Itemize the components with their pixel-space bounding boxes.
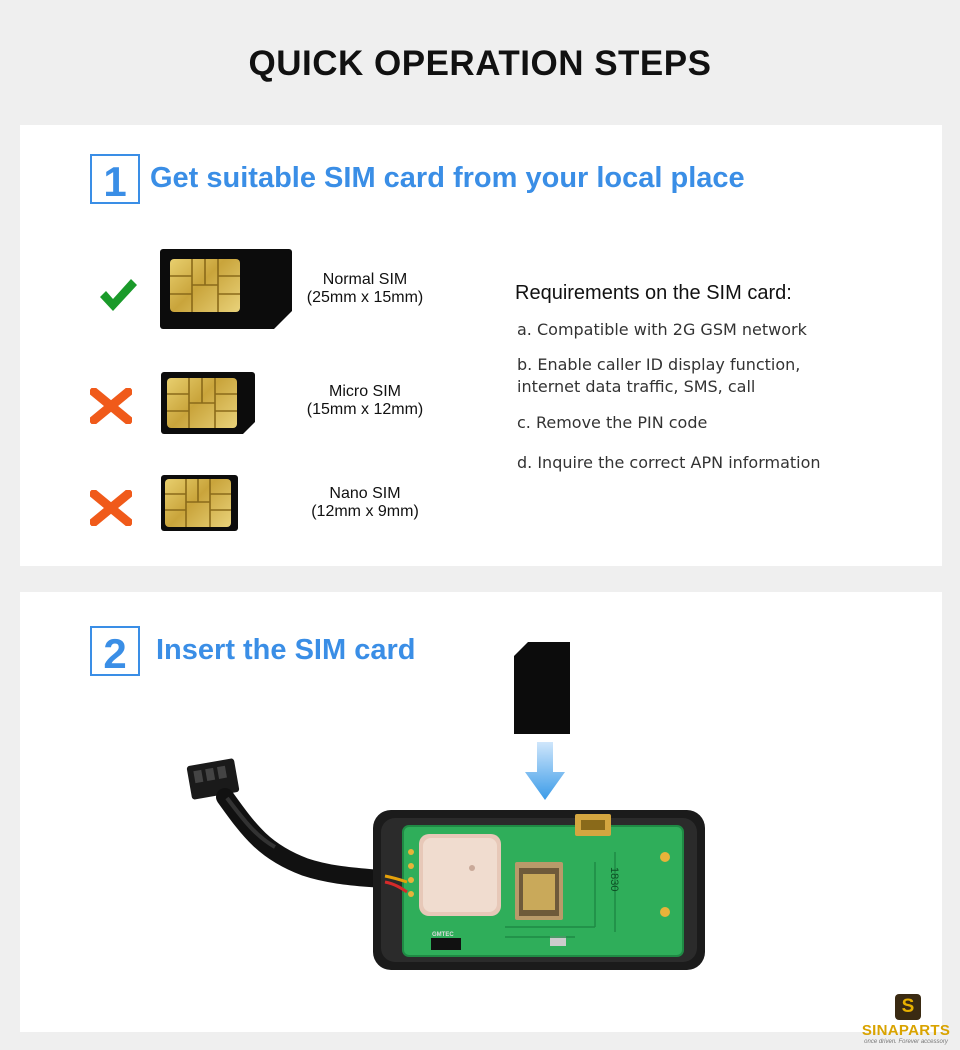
brand-logo-icon: S [895, 994, 921, 1020]
sim-card-illustration [514, 642, 572, 734]
requirements-title: Requirements on the SIM card: [515, 282, 792, 304]
step1-panel [20, 125, 942, 566]
check-icon [98, 277, 138, 313]
cross-icon [90, 490, 132, 526]
nano-sim-card [161, 475, 238, 531]
page-title: QUICK OPERATION STEPS [248, 44, 712, 83]
sim-label: Micro SIM (15mm x 12mm) [306, 383, 424, 418]
step-heading: Insert the SIM card [156, 634, 416, 666]
sim-label: Nano SIM (12mm x 9mm) [311, 485, 419, 520]
micro-sim-card [161, 372, 255, 434]
sim-chip [167, 378, 237, 428]
cross-icon [90, 388, 132, 424]
pcb-print-label: 1830 [608, 867, 620, 892]
sim-label: Normal SIM (25mm x 15mm) [306, 271, 424, 306]
requirement-item: d. Inquire the correct APN information [517, 453, 821, 472]
brand-tagline: once driven. Forever accessory [864, 1039, 948, 1045]
requirement-item: c. Remove the PIN code [517, 413, 708, 432]
step-heading: Get suitable SIM card from your local place [150, 162, 745, 194]
brand-name: SINAPARTS [861, 1022, 951, 1039]
chip-print-label: GMTEC [432, 932, 454, 938]
step2-panel [20, 592, 942, 1032]
requirement-item: a. Compatible with 2G GSM network [517, 320, 807, 339]
step-number-badge: 1 [90, 154, 140, 204]
step-number-badge: 2 [90, 626, 140, 676]
requirement-item: b. Enable caller ID display function, internet data traffic, SMS, call [517, 355, 801, 396]
normal-sim-card [160, 249, 292, 329]
sim-chip [165, 479, 231, 527]
sim-chip [170, 259, 240, 312]
